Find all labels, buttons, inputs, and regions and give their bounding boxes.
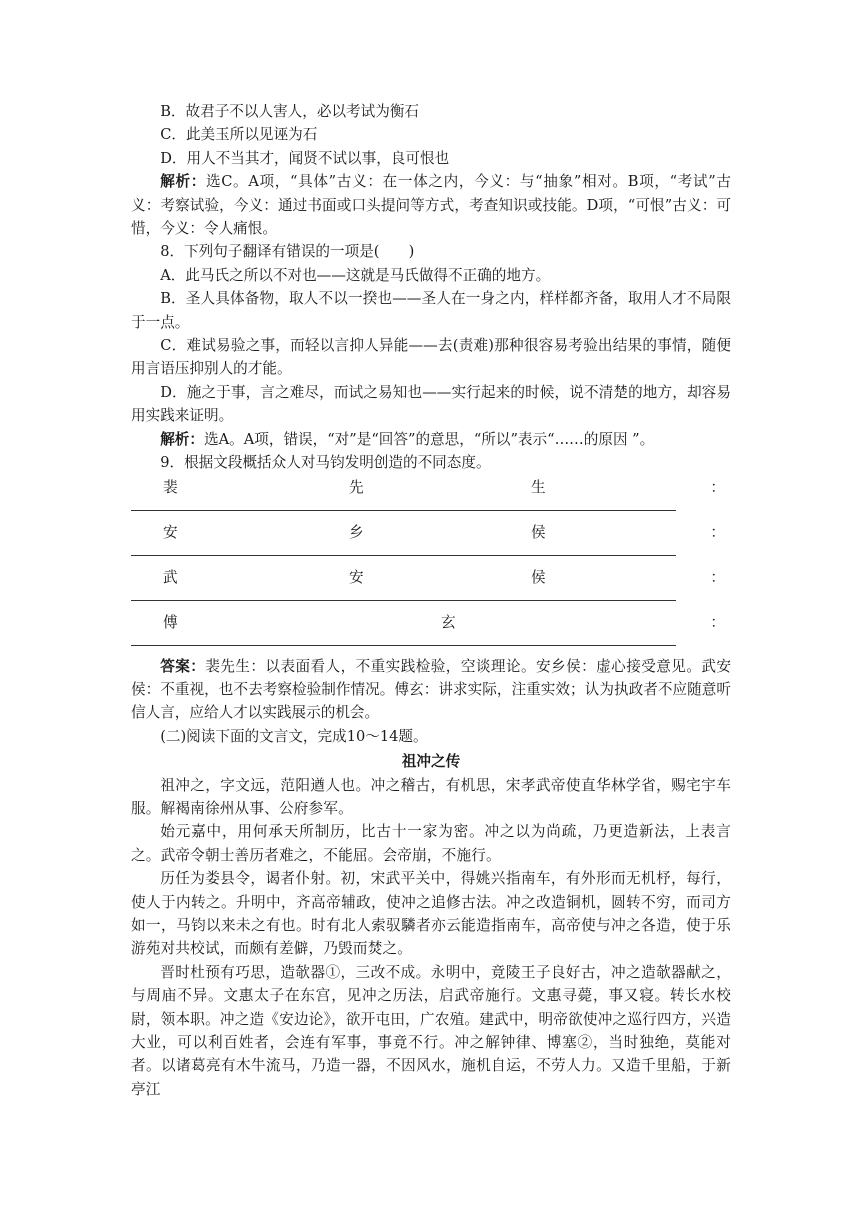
passage-paragraph: 始元嘉中，用何承天所制历，比古十一家为密。冲之以为尚疏，乃更造新法，上表言之。武帝令朝士善历者难之，不能屈。会帝崩，不施行。 bbox=[131, 823, 731, 864]
analysis-text: 选C。A项，“具体”古义：在一体之内，今义：与“抽象”相对。B项，“考试”古义：考察试验，今义：通过书面或口头提问等方式，考查知识或技能。D项，“可恨”古义：可惜，今义：令人痛恨。 bbox=[131, 173, 731, 238]
fill-char: 乡 bbox=[349, 523, 364, 541]
document-page bbox=[131, 100, 731, 1101]
fill-char: 安 bbox=[349, 568, 364, 586]
fill-char: 裴 bbox=[163, 478, 178, 496]
answer-blank-line bbox=[131, 510, 676, 511]
answer-blank-line bbox=[131, 600, 676, 601]
fill-char: 生 bbox=[531, 478, 546, 496]
q8-option-d: D．施之于事，言之难尽，而试之易知也——实行起来的时候，说不清楚的地方，却容易用实践来证明。 bbox=[131, 383, 731, 425]
fill-row-wuan bbox=[131, 565, 731, 610]
fill-char: 玄 bbox=[441, 613, 456, 631]
fill-char: 先 bbox=[349, 478, 364, 496]
q7-analysis bbox=[131, 170, 731, 240]
option-d: D．用人不当其才，闻贤不试以事，良可恨也 bbox=[160, 149, 450, 167]
fill-colon: ： bbox=[710, 523, 725, 541]
answer-blank-line bbox=[131, 555, 676, 556]
q9-answer bbox=[131, 655, 731, 725]
fill-colon: ： bbox=[710, 613, 725, 631]
answer-blank-line bbox=[131, 645, 676, 646]
fill-row-pei bbox=[131, 475, 731, 520]
fill-char: 侯 bbox=[531, 568, 546, 586]
analysis-label: 解析： bbox=[160, 173, 206, 191]
fill-colon: ： bbox=[710, 478, 725, 496]
option-b: B．故君子不以人害人，必以考试为衡石 bbox=[160, 103, 420, 120]
fill-row-fuxuan bbox=[131, 610, 731, 655]
q8-option-b: B．圣人具体备物，取人不以一揆也——圣人在一身之内，样样都齐备，取用人才不局限于一点。 bbox=[131, 290, 731, 331]
fill-char: 武 bbox=[163, 568, 178, 586]
q8-option-c: C．难试易验之事，而轻以言抑人异能——去(责难)那种很容易考验出结果的事情，随便用言语压抑别人的才能。 bbox=[131, 337, 731, 378]
passage-paragraph: 祖冲之，字文远，范阳遒人也。冲之稽古，有机思，宋孝武帝使直华林学省，赐宅宇车服。解褐南徐州从事、公府参军。 bbox=[131, 776, 731, 817]
q8-option-a: A．此马氏之所以不对也——这就是马氏做得不正确的地方。 bbox=[160, 266, 551, 284]
analysis-text: 选A。A项，错误，“对”是“回答”的意思，“所以”表示“……的原因 ”。 bbox=[203, 430, 655, 448]
passage-title: 祖冲之传 bbox=[401, 753, 461, 771]
passage-paragraph: 晋时杜预有巧思，造欹器①，三改不成。永明中，竟陵王子良好古，冲之造欹器献之，与周庙不异。文惠太子在东宫，见冲之历法，启武帝施行。文惠寻薨，事又寝。转长水校尉，领本职。冲之造《安边论》，欲开屯田，广农殖。建武中，明帝欲使冲之巡行四方，兴造大业，可以利百姓者，会连有军事，事竟不行。冲之解钟律、博塞②，当时独绝，莫能对者。以诸葛亮有木牛流马，乃造一器，不因风水，施机自运，不劳人力。又造千里船，于新亭江 bbox=[131, 963, 731, 1098]
answer-label: 答案： bbox=[160, 657, 206, 675]
option-c: C．此美玉所以见诬为石 bbox=[160, 126, 318, 144]
q8-analysis bbox=[131, 428, 731, 451]
fill-row-anxiang bbox=[131, 520, 731, 565]
fill-char: 侯 bbox=[531, 523, 546, 541]
fill-colon: ： bbox=[710, 568, 725, 586]
q8-stem: 8．下列句子翻译有错误的一项是( ) bbox=[160, 243, 415, 261]
fill-char: 安 bbox=[163, 523, 178, 541]
answer-text: 裴先生：以表面看人，不重实践检验，空谈理论。安乡侯：虚心接受意见。武安侯：不重视，也不去考察检验制作情况。傅玄：讲求实际，注重实效；认为执政者不应随意听信人言，应给人才以实践展示的机会。 bbox=[131, 657, 731, 722]
passage-paragraph: 历任为娄县令，谒者仆射。初，宋武平关中，得姚兴指南车，有外形而无机杼，每行，使人于内转之。升明中，齐高帝辅政，使冲之追修古法。冲之改造铜机，圆转不穷，而司方如一，马钧以来未之有也。时有北人索驭驎者亦云能造指南车，高帝使与冲之各造，使于乐游苑对共校试，而颇有差僻，乃毁而焚之。 bbox=[131, 870, 731, 958]
q9-stem: 9．根据文段概括众人对马钧发明创造的不同态度。 bbox=[160, 454, 491, 472]
analysis-label: 解析： bbox=[160, 430, 204, 448]
section2-intro: (二)阅读下面的文言文，完成10～14题。 bbox=[160, 727, 428, 745]
fill-char: 傅 bbox=[163, 613, 178, 631]
